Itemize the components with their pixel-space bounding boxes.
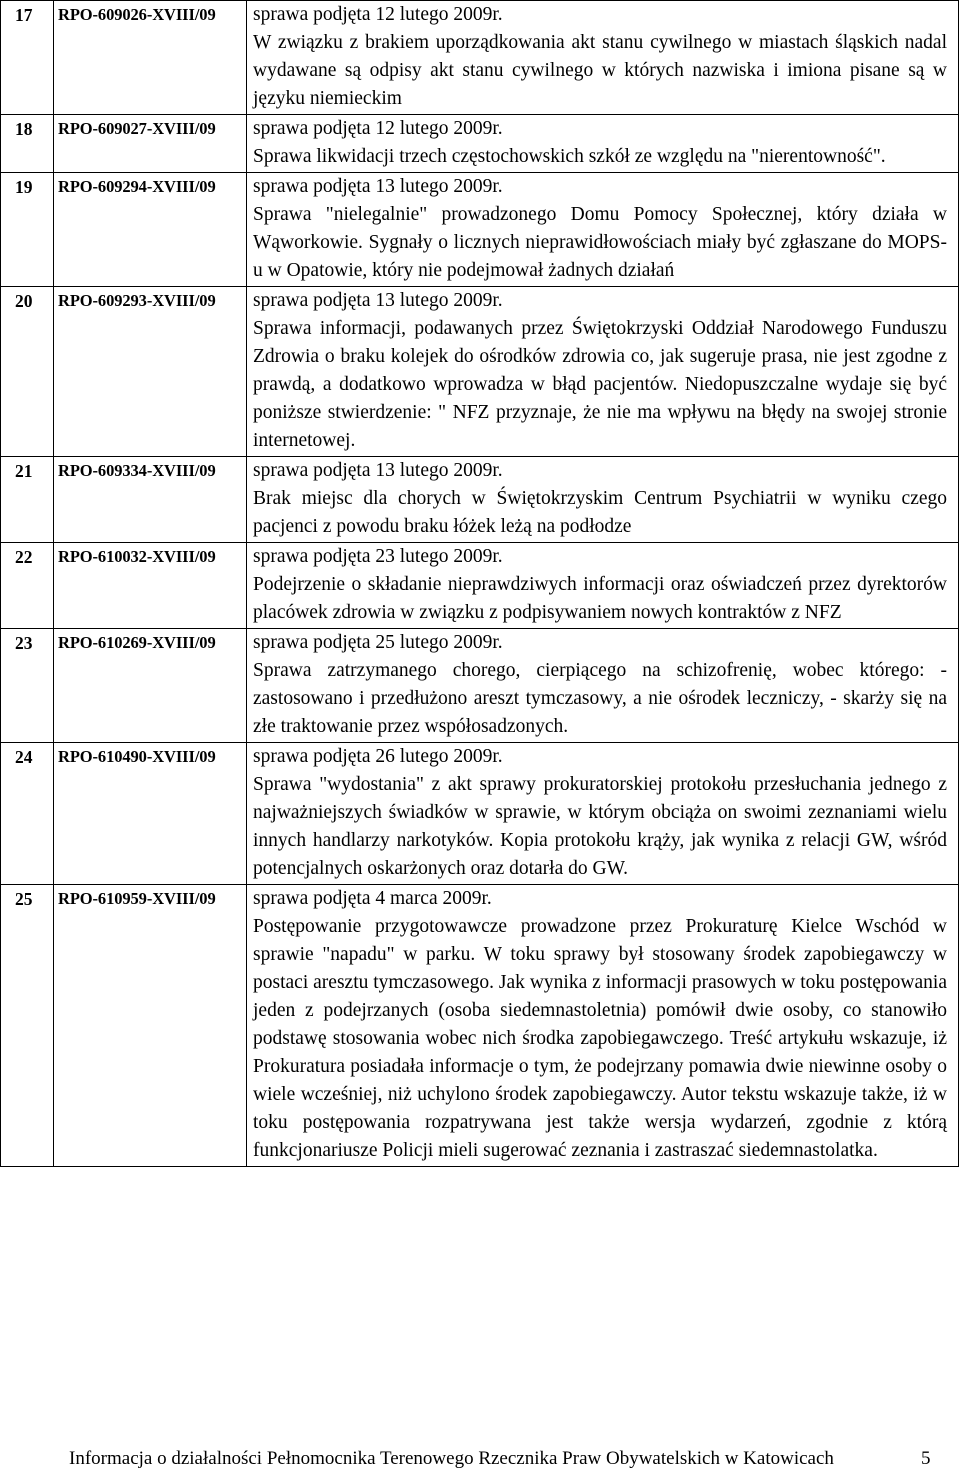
entry-number: 17 <box>1 1 54 115</box>
table-row <box>1 885 959 1167</box>
case-details <box>247 173 959 287</box>
case-date: sprawa podjęta 26 lutego 2009r. <box>253 746 503 767</box>
case-description: W związku z brakiem uporządkowania akt stanu cywilnego w miastach śląskich nadal wydawane są odpisy akt stanu cywilnego w których nazwiska i imiona pisane są w języku niemieckim <box>253 32 947 109</box>
case-details <box>247 743 959 885</box>
table-row <box>1 543 959 629</box>
case-details <box>247 457 959 543</box>
case-description: Podejrzenie o składanie nieprawdziwych informacji oraz oświadczeń przez dyrektorów placówek zdrowia w związku z podpisywaniem nowych kontraktów z NFZ <box>253 574 947 623</box>
case-date: sprawa podjęta 13 lutego 2009r. <box>253 176 503 197</box>
case-description: Sprawa "nielegalnie" prowadzonego Domu Pomocy Społecznej, który działa w Wąworkowie. Sygnały o licznych nieprawidłowościach miały być zgłaszane do MOPS-u w Opatowie, który nie podejmował żadnych działań <box>253 204 947 281</box>
case-date: sprawa podjęta 13 lutego 2009r. <box>253 460 503 481</box>
case-signature: RPO-610959-XVIII/09 <box>54 885 247 1167</box>
case-details <box>247 543 959 629</box>
case-signature: RPO-609027-XVIII/09 <box>54 115 247 173</box>
entry-number: 25 <box>1 885 54 1167</box>
case-signature: RPO-609334-XVIII/09 <box>54 457 247 543</box>
case-signature: RPO-609293-XVIII/09 <box>54 287 247 457</box>
case-date: sprawa podjęta 12 lutego 2009r. <box>253 118 503 139</box>
case-signature: RPO-610490-XVIII/09 <box>54 743 247 885</box>
case-date: sprawa podjęta 12 lutego 2009r. <box>253 4 503 25</box>
case-description: Sprawa "wydostania" z akt sprawy prokuratorskiej protokołu przesłuchania jednego z najważniejszych świadków w sprawie, w którym obciąża on swoimi zeznaniami wielu innych handlarzy narkotyków. Kopia protokołu krąży, jak wynika z relacji GW, wśród potencjalnych oskarżonych oraz dotarła do GW. <box>253 774 947 879</box>
case-description: Postępowanie przygotowawcze prowadzone przez Prokuraturę Kielce Wschód w sprawie "napadu" w parku. W toku sprawy był stosowany środek zapobiegawczy w postaci aresztu tymczasowego. Jak wynika z informacji prasowych w toku postępowania jeden z podejrzanych (osoba siedemnastoletnia) pomówił dwie osoby, co stanowiło podstawę stosowania wobec nich środka zapobiegawczego. Treść artykułu wskazuje, iż Prokuratura posiadała informacje o tym, że podejrzany pomawia dwie niewinne osoby o wiele wcześniej, niż uchylono środek zapobiegawczy. Autor tekstu wskazuje także, iż w toku postępowania rozpatrywana jest także wersja wydarzeń, zgodnie z którą funkcjonariusze Policji mieli sugerować zeznania i zastraszać siedemnastolatka. <box>253 916 947 1161</box>
entry-number: 24 <box>1 743 54 885</box>
entry-number: 20 <box>1 287 54 457</box>
case-signature: RPO-610269-XVIII/09 <box>54 629 247 743</box>
entry-number: 22 <box>1 543 54 629</box>
case-date: sprawa podjęta 23 lutego 2009r. <box>253 546 503 567</box>
table-row <box>1 457 959 543</box>
entry-number: 18 <box>1 115 54 173</box>
table-row <box>1 1 959 115</box>
case-signature: RPO-609294-XVIII/09 <box>54 173 247 287</box>
case-description: Sprawa zatrzymanego chorego, cierpiącego na schizofrenię, wobec którego: - zastosowano i przedłużono areszt tymczasowy, a nie ośrodek leczniczy, - skarży się na złe traktowanie przez współosadzonych. <box>253 660 947 737</box>
entry-number: 19 <box>1 173 54 287</box>
case-details <box>247 629 959 743</box>
table-row <box>1 115 959 173</box>
case-signature: RPO-610032-XVIII/09 <box>54 543 247 629</box>
table-row <box>1 629 959 743</box>
case-details <box>247 287 959 457</box>
case-date: sprawa podjęta 13 lutego 2009r. <box>253 290 503 311</box>
case-date: sprawa podjęta 4 marca 2009r. <box>253 888 492 909</box>
entry-number: 23 <box>1 629 54 743</box>
case-register-body <box>1 1 959 1167</box>
page-number: 5 <box>921 1448 931 1469</box>
page-footer <box>0 1446 960 1476</box>
case-details <box>247 115 959 173</box>
case-description: Sprawa likwidacji trzech częstochowskich szkół ze względu na "nierentowność". <box>253 146 886 167</box>
case-description: Sprawa informacji, podawanych przez Świętokrzyski Oddział Narodowego Funduszu Zdrowia o braku kolejek do ośrodków zdrowia co, jak sugeruje prasa, nie jest zgodne z prawdą, a dodatkowo wprowadza w błąd pacjentów. Niedopuszczalne wydaje się być poniższe stwierdzenie: " NFZ przyznaje, że nie ma wpływu na błędy na swojej stronie internetowej. <box>253 318 947 451</box>
case-description: Brak miejsc dla chorych w Świętokrzyskim Centrum Psychiatrii w wyniku czego pacjenci z powodu braku łóżek leżą na podłodze <box>253 488 947 537</box>
case-details <box>247 885 959 1167</box>
case-details <box>247 1 959 115</box>
entry-number: 21 <box>1 457 54 543</box>
table-row <box>1 173 959 287</box>
footer-text: Informacja o działalności Pełnomocnika Terenowego Rzecznika Praw Obywatelskich w Katowicach <box>69 1448 834 1469</box>
case-date: sprawa podjęta 25 lutego 2009r. <box>253 632 503 653</box>
table-row <box>1 743 959 885</box>
table-row <box>1 287 959 457</box>
case-signature: RPO-609026-XVIII/09 <box>54 1 247 115</box>
